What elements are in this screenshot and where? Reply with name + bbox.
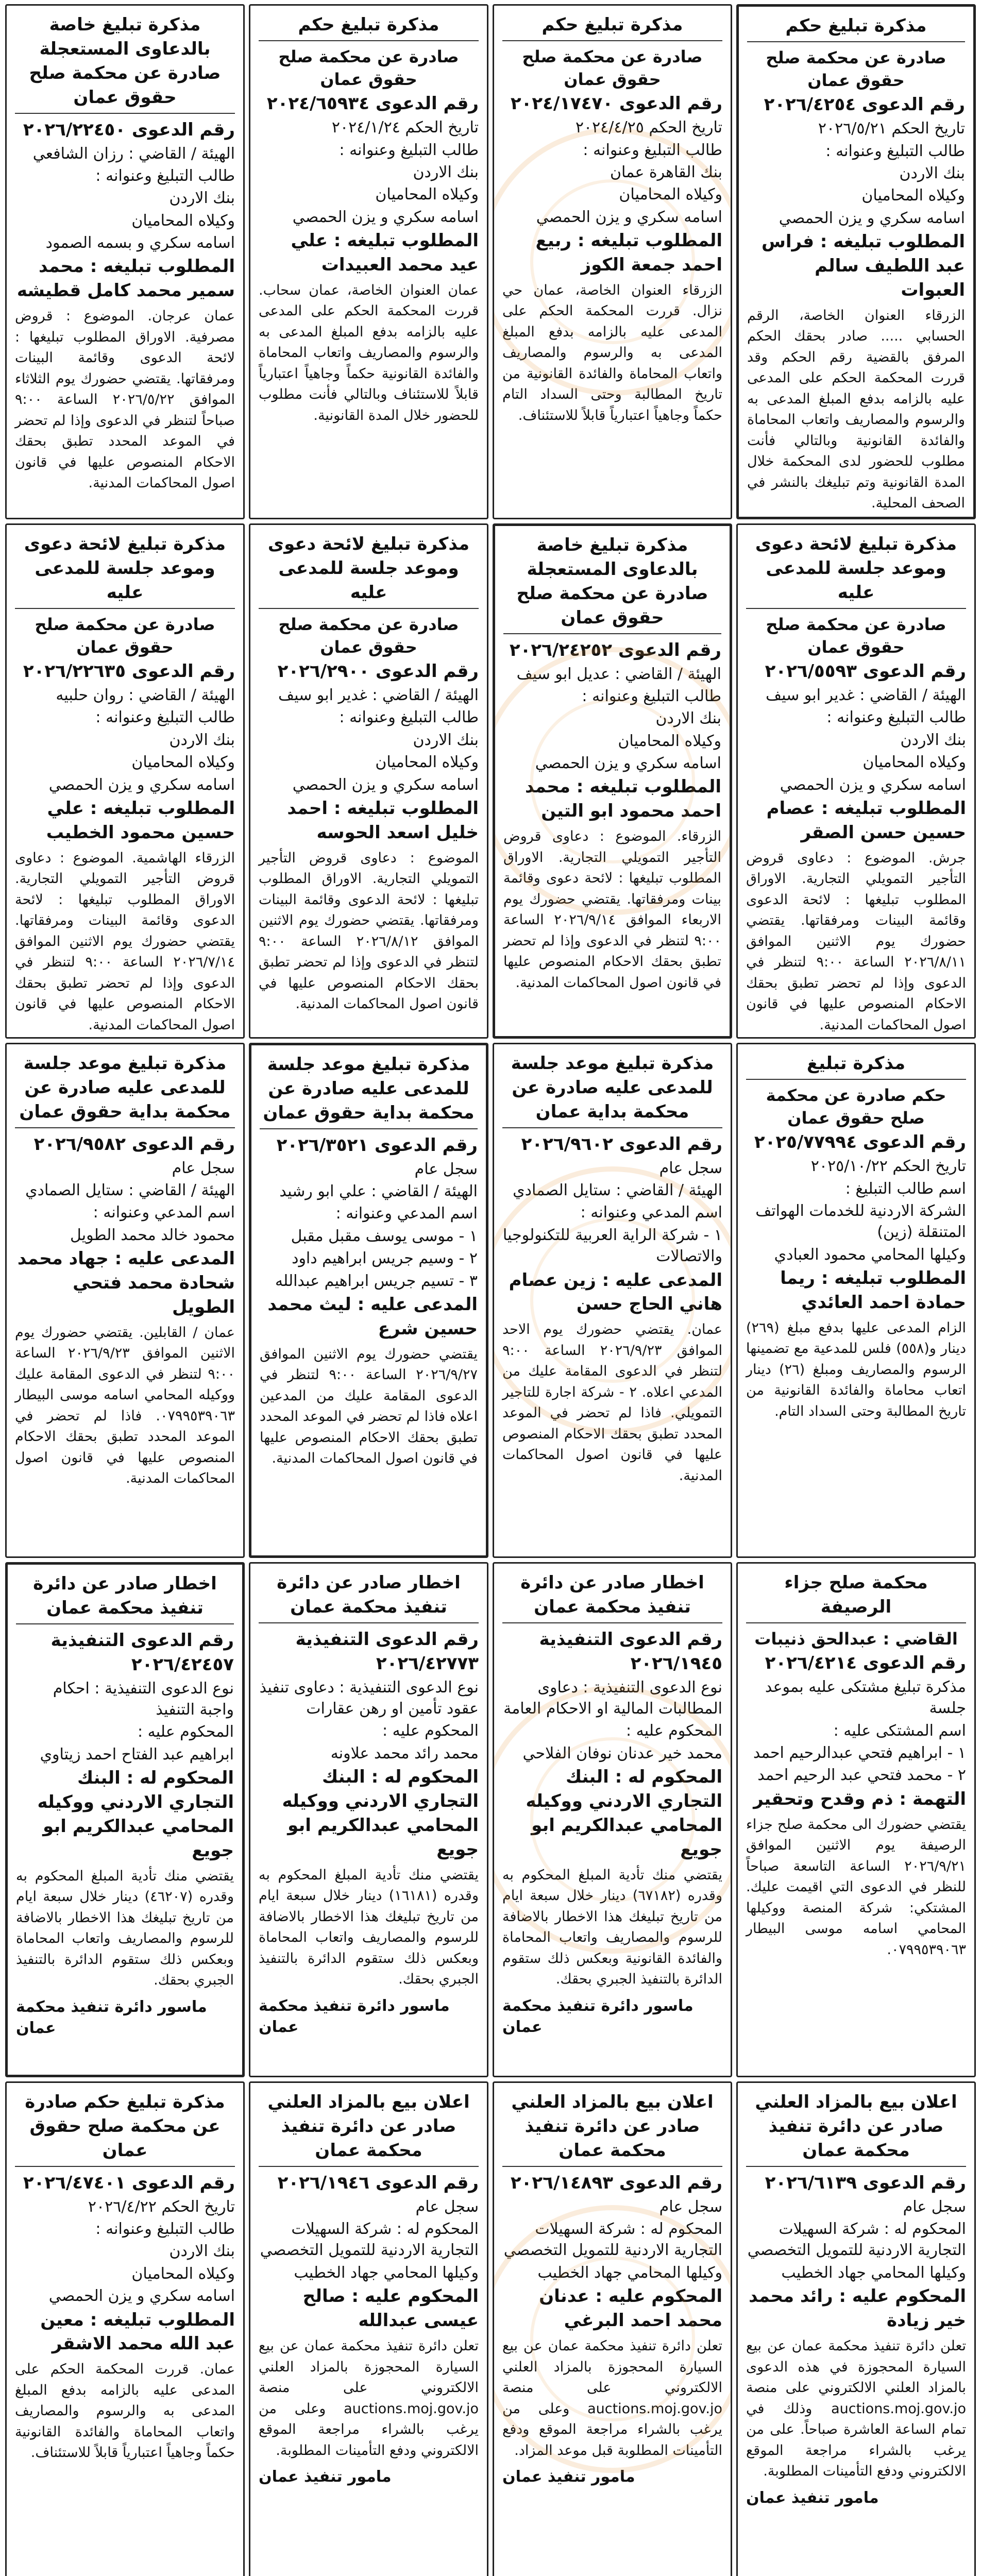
notice-line: سجل عام xyxy=(415,2197,479,2216)
notice-line: بنك الاردن xyxy=(900,731,966,749)
notice-body: الموضوع : دعاوى قروض التأجير التمويلي التجارية. الاوراق المطلوب تبليغها : لائحة الدعوى وقائمة البينات ومرفقاتها. يقتضي حضورك يوم الاثنين الموافق ٢٠٢٦/٨/١٢ الساعة ٩:٠٠ لتنظر في الدعوى وإذا لم تحضر تطبق بحقك الاحكام المنصوص عليها في قانون اصول المحاكمات المدنية. xyxy=(259,850,479,1012)
notice-line: ٣ - تسيم جريس ابراهيم عبدالله xyxy=(275,1272,478,1290)
notice-line: طالب التبليغ وعنوانه : xyxy=(582,687,721,705)
notice-line: وكيلاه المحاميان xyxy=(375,185,479,204)
notice-line: بنك الاردن xyxy=(655,709,721,728)
notice-line: بنك الاردن xyxy=(413,731,479,749)
notice-party: المحكوم له : البنك التجاري الاردني ووكيله المحامي عبدالكريم ابو جويع xyxy=(282,1767,479,1860)
legal-notice xyxy=(5,4,245,519)
notice-title: مذكرة تبليغ لائحة دعوى وموعد جلسة للمدعى عليه xyxy=(259,532,479,609)
notice-line: اسامه سكري و يزن الحمصي xyxy=(292,208,479,226)
notice-title: اخطار صادر عن دائرة تنفيذ محكمة عمان xyxy=(502,1571,722,1623)
notice-line: الهيئة / القاضي : رزان الشافعي xyxy=(32,144,235,163)
legal-notice xyxy=(736,4,976,519)
notice-title: مذكرة تبليغ حكم xyxy=(259,13,479,41)
notice-party: المدعى عليه : زين عصام هاني الحاج حسن xyxy=(509,1269,722,1315)
notice-footer: ماسور دائرة تنفيذ محكمة عمان xyxy=(502,1996,694,2037)
notice-line: الهيئة / القاضي : علي ابو رشيد xyxy=(279,1182,478,1201)
notice-title: مذكرة تبليغ حكم xyxy=(747,14,965,42)
legal-notice xyxy=(5,1043,245,1558)
notice-line: وكيلاه المحاميان xyxy=(862,753,966,772)
notice-line: المحكوم عليه : xyxy=(138,1723,234,1741)
notice-party: المطلوب تبليغه : ريما حمادة احمد العائدي xyxy=(780,1268,966,1313)
notice-line: المحكوم له : شركة السهيلات التجارية الاردنية للتمويل التخصصي xyxy=(503,2220,722,2260)
legal-notice xyxy=(249,1562,488,2077)
notice-title: مذكرة تبليغ خاصة بالدعاوى المستعجلة صادرة عن محكمة صلح حقوق عمان xyxy=(15,13,235,114)
notice-party: المحكوم له : البنك التجاري الاردني ووكيله المحامي عبدالكريم ابو جويع xyxy=(37,1768,234,1861)
notice-line: اسامه سكري و يزن الحمصي xyxy=(48,775,235,794)
notice-line: اسم المدعي وعنوانه : xyxy=(335,1205,478,1223)
legal-notice xyxy=(249,2081,488,2576)
notice-line: وكيلاه المحاميان xyxy=(861,187,965,205)
notice-line: طالب التبليغ وعنوانه : xyxy=(339,708,479,727)
notice-line: اسامه سكري و يزن الحمصي xyxy=(535,754,721,773)
notice-line: اسم طالب التبليغ : xyxy=(845,1179,966,1198)
notice-line: الهيئة / القاضي : عديل ابو سيف xyxy=(516,665,721,683)
notice-line: رقم الدعوى ٢٠٢٦/٤٢١٤ xyxy=(765,1652,966,1673)
notice-title: مذكرة تبليغ موعد جلسة للمدعى عليه صادرة عن محكمة بداية عمان xyxy=(502,1052,722,1128)
notice-line: اسم المدعي وعنوانه : xyxy=(93,1204,235,1222)
legal-notice xyxy=(5,523,245,1039)
notice-line: سجل عام xyxy=(659,2197,722,2216)
notice-party: المطلوب تبليغه : محمد سمير محمد كامل قطيشه xyxy=(16,256,235,301)
notice-body: عمان / القابلين. يقتضي حضورك يوم الاثنين الموافق ٢٠٢٦/٩/٢٣ الساعة ٩:٠٠ لتنظر في الدعوى المقامة عليك ووكيله المحامي اسامه موسى البيطار ٠٧٩٩٥٣٩٠٦٣. فاذا لم تحضر في الموعد المحدد تطبق بحقك الاحكام المنصوص عليها في قانون اصول المحاكمات المدنية. xyxy=(15,1324,235,1487)
notice-line: نوع الدعوى التنفيذية : احكام واجبة التنفيذ xyxy=(53,1679,234,1719)
notice-title: اعلان بيع بالمزاد العلني صادر عن دائرة تنفيذ محكمة عمان xyxy=(259,2090,479,2167)
notice-line: الهيئة / القاضي : روان حلبيه xyxy=(56,686,235,704)
notice-line: ٢ - محمد فتحي عبد الرحيم احمد xyxy=(757,1766,966,1785)
notice-footer: مامور تنفيذ عمان xyxy=(502,2468,635,2486)
notice-title: مذكرة تبليغ xyxy=(746,1052,966,1080)
notice-party: المطلوب تبليغه : علي عيد محمد العبيدات xyxy=(291,230,479,275)
notice-party: المحكوم عليه : رائد محمد خير زيادة xyxy=(749,2286,966,2331)
notice-line: اسامه سكري و بسمه الصمود xyxy=(45,234,235,252)
notice-line: اسم المشتكى عليه : xyxy=(833,1721,966,1740)
notice-body: الزرقاء العنوان الخاصة، الرقم الحسابي ..... صادر بحقك الحكم المرفق بالقضية رقم الحكم وقد قررت المحكمة الحكم على المدعى عليه بالزامه بدفع المبلغ المدعى به والرسوم والمصاريف واتعاب المحاماة والفائدة القانونية وبالتالي فأنت مطلوب للحضور لدى المحكمة خلال المدة القانونية وتم تبليغك بالنشر في الصحف المحلية. xyxy=(747,307,965,512)
notice-body: تعلن دائرة تنفيذ محكمة عمان عن بيع السيارة المحجوزة في هذه الدعوى بالمزاد العلني الالكتروني على منصة auctions.moj.gov.jo وذلك في تمام الساعة العاشرة صباحاً. على من يرغب بالشراء مراجعة الموقع الالكتروني ودفع التأمينات المطلوبة. xyxy=(746,2338,966,2479)
notice-body: عمان العنوان الخاصة، عمان سحاب. قررت المحكمة الحكم على المدعى عليه بالزامه بدفع المبلغ المدعى به والرسوم والمصاريف واتعاب المحاماة والفائدة القانونية حكماً وجاهياً اعتبارياً قابلاً للاستئناف وبالتالي فأنت مطلوب للحضور خلال المدة القانونية. xyxy=(259,282,479,423)
notice-line: رقم الدعوى ٢٠٢٦/٥٥٩٣ xyxy=(765,661,966,682)
notice-line: طالب التبليغ وعنوانه : xyxy=(583,141,722,159)
notice-line: المحكوم عليه : xyxy=(626,1722,722,1740)
notice-line: سجل عام xyxy=(903,2197,966,2216)
notice-line: الهيئة / القاضي : ستايل الصمادي xyxy=(25,1181,235,1200)
notice-line: محمد خير عدنان نوفان الفلاحي xyxy=(522,1744,722,1762)
notice-line: رقم الدعوى ٢٠٢٦/٤٢٥٤ xyxy=(764,94,965,115)
notice-title: اعلان بيع بالمزاد العلني صادر عن دائرة تنفيذ محكمة عمان xyxy=(502,2090,722,2167)
notice-body: جرش. الموضوع : دعاوى قروض التأجير التمويلي التجارية. الاوراق المطلوب تبليغها : لائحة الدعوى وقائمة البينات ومرفقاتها. يقتضي حضورك يوم الاثنين الموافق ٢٠٢٦/٨/١١ الساعة ٩:٠٠ لتنظر في الدعوى وإذا لم تحضر تطبق بحقك الاحكام المنصوص عليها في قانون اصول المحاكمات المدنية. xyxy=(746,850,966,1033)
notice-line: محمد رائد محمد علاونه xyxy=(330,1744,479,1762)
notice-line: تاريخ الحكم ٢٠٢٤/٤/٢٥ xyxy=(575,118,722,137)
notice-line: بنك الاردن xyxy=(413,163,479,181)
notice-party: التهمة : ذم وقدح وتحقير xyxy=(753,1788,966,1809)
notice-line: وكيلاه المحاميان xyxy=(131,2264,235,2283)
notice-line: الشركة الاردنية للخدمات الهواتف المتنقلة (زين) xyxy=(755,1201,966,1242)
notice-line: رقم الدعوى ٢٠٢٦/٢٩٠٠ xyxy=(277,661,479,682)
notice-footer: مامور تنفيذ عمان xyxy=(259,2468,392,2486)
notice-body: يقتضي منك تأدية المبلغ المحكوم به وقدره (١٦١٨١) دينار خلال سبعة ايام من تاريخ تبليغك هذا الاخطار بالاضافة للرسوم والمصاريف واتعاب المحاماة وبعكس ذلك ستقوم الدائرة بالتنفيذ الجبري بحقك. xyxy=(259,1867,479,1988)
notice-line: المحكوم عليه : xyxy=(382,1722,479,1740)
notice-subtitle: صادرة عن محكمة صلح حقوق عمان xyxy=(522,46,703,90)
notice-line: رقم الدعوى ٢٠٢٤/٦٥٩٣٤ xyxy=(266,93,479,114)
notice-line: الهيئة / القاضي : غدير ابو سيف xyxy=(766,686,966,704)
notice-title: اخطار صادر عن دائرة تنفيذ محكمة عمان xyxy=(16,1572,234,1624)
notice-line: رقم الدعوى ٢٠٢٦/١٩٤٦ xyxy=(277,2172,479,2193)
notice-line: رقم الدعوى ٢٠٢٦/٣٥٢١ xyxy=(276,1134,478,1156)
notice-title: محكمة صلح جزاء الرصيفة xyxy=(746,1571,966,1623)
legal-notice xyxy=(249,523,488,1039)
legal-notice xyxy=(5,1562,245,2077)
legal-notice xyxy=(493,2081,732,2576)
notice-title: مذكرة تبليغ موعد جلسة للمدعى عليه صادرة عن محكمة بداية حقوق عمان xyxy=(260,1053,478,1129)
notice-title: مذكرة تبليغ موعد جلسة للمدعى عليه صادرة عن محكمة بداية حقوق عمان xyxy=(15,1052,235,1128)
notice-title: مذكرة تبليغ لائحة دعوى وموعد جلسة للمدعى عليه xyxy=(15,532,235,609)
notice-body: يقتضي منك تأدية المبلغ المحكوم به وقدره (٤٦٢٠٧) دينار خلال سبعة ايام من تاريخ تبليغك هذا الاخطار بالاضافة للرسوم والمصاريف واتعاب المحاماة وبعكس ذلك ستقوم الدائرة بالتنفيذ الجبري بحقك. xyxy=(16,1868,234,1989)
notice-party: المطلوب تبليغه : محمد احمد محمود ابو التين xyxy=(525,776,721,822)
notice-line: تاريخ الحكم ٢٠٢٥/١٠/٢٢ xyxy=(810,1157,966,1176)
notice-party: المطلوب تبليغه : ربيع احمد جمعة الكوز xyxy=(535,230,722,275)
notice-body: يقتضي حضورك يوم الاثنين الموافق ٢٠٢٦/٩/٢٧ الساعة ٩:٠٠ لتنظر في الدعوى المقامة عليك من المدعين اعلاه فاذا لم تحضر في الموعد المحدد تطبق بحقك الاحكام المنصوص عليها في قانون اصول المحاكمات المدنية. xyxy=(260,1346,478,1467)
notice-line: بنك الاردن xyxy=(169,731,235,749)
notice-footer: مامور تنفيذ عمان xyxy=(746,2488,879,2507)
notice-title: مذكرة تبليغ حكم xyxy=(502,13,722,41)
notice-line: طالب التبليغ وعنوانه : xyxy=(95,708,235,727)
notice-line: المحكوم له : شركة السهيلات التجارية الاردنية للتمويل التخصصي xyxy=(747,2220,966,2260)
legal-notice xyxy=(736,523,976,1039)
notice-party: المطلوب تبليغه : عصام حسين حسن الصقر xyxy=(766,798,966,843)
legal-notice xyxy=(736,1562,976,2077)
notice-line: وكيلها المحامي محمود العبادي xyxy=(774,1245,966,1264)
notice-line: رقم الدعوى ٢٠٢٦/٩٥٨٢ xyxy=(33,1133,235,1155)
notice-line: طالب التبليغ وعنوانه : xyxy=(95,166,235,185)
notice-body: الزرقاء. الموضوع : دعاوى قروض التأجير التمويلي التجارية. الاوراق المطلوب تبليغها : لائحة دعوى وقائمة بينات ومرفقاتها. يقتضي حضورك يوم الاربعاء الموافق ٢٠٢٦/٩/١٤ الساعة ٩:٠٠ لتنظر في الدعوى وإذا لم تحضر تطبق بحقك الاحكام المنصوص عليها في قانون اصول المحاكمات المدنية. xyxy=(503,828,721,991)
notice-body: يقتضي حضورك الى محكمة صلح جزاء الرصيفة يوم الاثنين الموافق ٢٠٢٦/٩/٢١ الساعة التاسعة صباحاً للنظر في الدعوى التي اقيمت عليك. المشتكي: شركة المنصة ووكيلها المحامي اسامه موسى البيطار ٠٧٩٩٥٣٩٠٦٣. xyxy=(746,1816,966,1958)
legal-notice xyxy=(249,1043,488,1558)
notice-line: اسامه سكري و يزن الحمصي xyxy=(48,2287,235,2306)
notice-subtitle: صادرة عن محكمة صلح حقوق عمان xyxy=(278,46,459,90)
notice-line: طالب التبليغ وعنوانه : xyxy=(825,142,965,160)
notice-line: الهيئة / القاضي : غدير ابو سيف xyxy=(278,686,479,704)
notice-body: تعلن دائرة تنفيذ محكمة عمان عن بيع السيارة المحجوزة بالمزاد العلني الالكتروني على منصة auctions.moj.gov.jo وعلى من يرغب بالشراء مراجعة الموقع الالكتروني ودفع التأمينات المطلوبة. xyxy=(259,2338,479,2459)
notice-line: وكيلاه المحاميان xyxy=(375,753,479,772)
notice-party: المحكوم عليه : صالح عيسى عبدالله xyxy=(302,2286,479,2331)
notice-body: الزرقاء العنوان الخاصة، عمان حي نزال. قررت المحكمة الحكم على المدعى عليه بالزامه بدفع المبلغ المدعى به والرسوم والمصاريف واتعاب المحاماة والفائدة القانونية من تاريخ المطالبة وحتى السداد التام حكماً وجاهياً اعتبارياً قابلاً للاستئناف. xyxy=(502,282,722,423)
notice-line: وكيلها المحامي جهاد الخطيب xyxy=(781,2263,966,2282)
notice-title: مذكرة تبليغ لائحة دعوى وموعد جلسة للمدعى عليه xyxy=(746,532,966,609)
notice-line: رقم الدعوى التنفيذية ٢٠٢٦/٤٢٤٥٧ xyxy=(50,1630,234,1675)
notice-line: رقم الدعوى التنفيذية ٢٠٢٦/١٩٤٥ xyxy=(539,1629,722,1674)
notice-line: ١ - ابراهيم فتحي عبدالرحيم احمد xyxy=(753,1744,966,1762)
notice-title: مذكرة تبليغ خاصة بالدعاوى المستعجلة صادرة عن محكمة صلح حقوق عمان xyxy=(503,533,721,634)
notice-line: وكيلاه المحاميان xyxy=(619,185,722,204)
legal-notice xyxy=(249,4,488,519)
notice-body: عمان. يقتضي حضورك يوم الاحد الموافق ٢٠٢٦/٩/٢٣ الساعة ٩:٠٠ لتنظر في الدعوى المقامة عليك من المدعي اعلاه. ٢ - شركة اجارة للتاجير التمويلي. فاذا لم تحضر في الموعد المحدد تطبق بحقك الاحكام المنصوص عليها في قانون اصول المحاكمات المدنية. xyxy=(502,1321,723,1484)
notice-body: الزرقاء الهاشمية. الموضوع : دعاوى قروض التأجير التمويلي التجارية. الاوراق المطلوب تبليغها : لائحة الدعوى وقائمة البينات ومرفقاتها. يقتضي حضورك يوم الاثنين الموافق ٢٠٢٦/٧/١٤ الساعة ٩:٠٠ لتنظر في الدعوى وإذا لم تحضر تطبق بحقك الاحكام المنصوص عليها في قانون اصول المحاكمات المدنية. xyxy=(15,850,235,1033)
notice-line: طالب التبليغ وعنوانه : xyxy=(95,2220,235,2239)
notice-body: عمان. قررت المحكمة الحكم على المدعى عليه بالزامه بدفع المبلغ المدعى به والرسوم والمصاريف واتعاب المحاماة والفائدة القانونية حكماً وجاهياً اعتبارياً قابلاً للاستئناف. xyxy=(15,2361,235,2461)
notice-line: بنك الاردن xyxy=(169,189,235,208)
notice-line: ١ - موسى يوسف مقبل مقبل xyxy=(291,1227,478,1245)
notice-line: محمود خالد محمد الطويل xyxy=(70,1226,235,1244)
legal-notice xyxy=(493,1562,732,2077)
notice-line: بنك الاردن xyxy=(169,2242,235,2261)
notice-line: بنك الاردن xyxy=(899,164,965,182)
notice-subtitle: حكم صادرة عن محكمة صلح حقوق عمان xyxy=(766,1085,946,1128)
notice-line: تاريخ الحكم ٢٠٢٦/٤/٢٢ xyxy=(88,2197,235,2216)
legal-notice xyxy=(5,2081,245,2576)
notice-line: رقم الدعوى ٢٠٢٦/١٤٨٩٣ xyxy=(510,2172,722,2193)
notice-line: وكيلاه المحاميان xyxy=(131,211,235,230)
notice-subtitle: القاضي : عبدالحق ذنيبات xyxy=(754,1629,958,1649)
notice-line: اسم المدعي وعنوانه : xyxy=(580,1204,722,1222)
notice-line: نوع الدعوى التنفيذية : دعاوى تنفيذ عقود تأمين او رهن عقارات xyxy=(259,1678,479,1718)
notice-line: ٢ - وسيم جريس ابراهيم داود xyxy=(292,1249,478,1268)
notice-party: المدعى عليه : جهاد محمد شحادة محمد فتحي الطويل xyxy=(17,1248,235,1317)
notice-line: ابراهيم عبد الفتاح احمد زيتاوي xyxy=(40,1745,234,1764)
notice-line: اسامه سكري و يزن الحمصي xyxy=(536,208,722,226)
notice-line: اسامه سكري و يزن الحمصي xyxy=(292,775,479,794)
notices-grid xyxy=(5,4,976,2576)
notice-line: ١ - شركة الراية العربية للتكنولوجيا والاتصالات xyxy=(502,1226,722,1266)
notice-line: وكيلها المحامي جهاد الخطيب xyxy=(294,2263,479,2282)
legal-notice xyxy=(493,4,732,519)
notice-body: تعلن دائرة تنفيذ محكمة عمان عن بيع السيارة المحجوزة بالمزاد العلني الالكتروني على منصة auctions.moj.gov.jo وعلى من يرغب بالشراء مراجعة الموقع ودفع التأمينات المطلوبة قبل موعد المزاد. xyxy=(502,2338,722,2459)
notice-line: وكيلاه المحاميان xyxy=(131,753,235,772)
legal-notice xyxy=(736,1043,976,1558)
notice-line: رقم الدعوى ٢٠٢٦/٢٢٤٥٠ xyxy=(23,119,235,140)
notice-line: سجل عام xyxy=(414,1160,478,1178)
notice-party: المدعى عليه : ليث محمد حسين شرع xyxy=(267,1294,478,1339)
notice-line: رقم الدعوى ٢٠٢٤/١٧٤٧٠ xyxy=(510,93,722,114)
notice-line: رقم الدعوى ٢٠٢٦/٢٢٦٣٥ xyxy=(23,661,235,682)
notice-party: المطلوب تبليغه : فراس عبد اللطيف سالم العبوات xyxy=(761,231,965,300)
notice-title: مذكرة تبليغ حكم صادرة عن محكمة صلح حقوق عمان xyxy=(15,2090,235,2167)
notice-line: رقم الدعوى ٢٠٢٦/٩٦٠٢ xyxy=(521,1133,722,1155)
notice-title: اخطار صادر عن دائرة تنفيذ محكمة عمان xyxy=(259,1571,479,1623)
notice-subtitle: صادرة عن محكمة صلح حقوق عمان xyxy=(766,47,946,91)
legal-notice xyxy=(493,523,732,1039)
notice-line: تاريخ الحكم ٢٠٢٤/١/٢٤ xyxy=(331,118,479,137)
notice-footer: ماسور دائرة تنفيذ محكمة عمان xyxy=(16,1997,207,2038)
notice-line: المحكوم له : شركة السهيلات التجارية الاردنية للتمويل التخصصي xyxy=(260,2220,479,2260)
notice-line: رقم الدعوى ٢٠٢٦/٢٤٢٥٢ xyxy=(509,639,721,660)
notice-party: المطلوب تبليغه : معين عبد الله محمد الاشقر xyxy=(40,2309,235,2354)
notice-line: الهيئة / القاضي : ستايل الصمادي xyxy=(513,1181,722,1200)
notice-line: وكيلها المحامي جهاد الخطيب xyxy=(537,2263,722,2282)
notice-line: اسامه سكري و يزن الحمصي xyxy=(779,209,965,227)
notice-party: المطلوب تبليغه : علي حسين محمود الخطيب xyxy=(46,798,235,843)
notice-line: نوع الدعوى التنفيذية : دعاوى المطالبات المالية او الاحكام العامة xyxy=(503,1678,722,1718)
notice-line: بنك القاهرة عمان xyxy=(610,163,722,181)
notice-line: رقم الدعوى التنفيذية ٢٠٢٦/٤٢٧٧٣ xyxy=(295,1629,479,1674)
notice-subtitle: صادرة عن محكمة صلح حقوق عمان xyxy=(35,614,215,657)
notice-title: اعلان بيع بالمزاد العلني صادر عن دائرة تنفيذ محكمة عمان xyxy=(746,2090,966,2167)
notice-line: رقم الدعوى ٢٠٢٦/٤٧٤٠١ xyxy=(23,2172,235,2193)
notice-party: المطلوب تبليغه : احمد خليل اسعد الحوسه xyxy=(287,798,479,843)
legal-notice xyxy=(493,1043,732,1558)
notice-line: تاريخ الحكم ٢٠٢٦/٥/٢١ xyxy=(818,120,965,138)
legal-notice xyxy=(736,2081,976,2576)
notice-line: رقم الدعوى ٢٠٢٥/٧٧٩٩٤ xyxy=(754,1132,966,1153)
notice-party: المحكوم عليه : عدنان محمد احمد البرغي xyxy=(539,2286,722,2331)
notice-line: طالب التبليغ وعنوانه : xyxy=(826,708,966,727)
notice-party: المحكوم له : البنك التجاري الاردني ووكيله المحامي عبدالكريم ابو جويع xyxy=(526,1767,722,1860)
notice-line: طالب التبليغ وعنوانه : xyxy=(339,141,479,159)
notice-line: مذكرة تبليغ مشتكى عليه بموعد جلسة xyxy=(765,1677,966,1718)
notice-line: وكيلاه المحاميان xyxy=(618,732,721,750)
notice-body: عمان عرجان. الموضوع : قروض مصرفية. الاوراق المطلوب تبليغها : لائحة الدعوى وقائمة البينات ومرفقاتها. يقتضي حضورك يوم الثلاثاء الموافق ٢٠٢٦/٥/٢٢ الساعة ٩:٠٠ صباحاً لتنظر في الدعوى وإذا لم تحضر في الموعد المحدد تطبق بحقك الاحكام المنصوص عليها في قانون اصول المحاكمات المدنية. xyxy=(15,308,235,492)
notice-body: يقتضي منك تأدية المبلغ المحكوم به وقدره (٦٧١٨٢) دينار خلال سبعة ايام من تاريخ تبليغك هذا الاخطار بالاضافة للرسوم والمصاريف واتعاب المحاماة والفائدة القانونية وبعكس ذلك ستقوم الدائرة بالتنفيذ الجبري بحقك. xyxy=(502,1867,722,1988)
notice-line: اسامه سكري و يزن الحمصي xyxy=(780,775,966,794)
notice-line: سجل عام xyxy=(172,1159,235,1177)
notice-line: سجل عام xyxy=(659,1159,722,1177)
notice-footer: ماسور دائرة تنفيذ محكمة عمان xyxy=(259,1996,450,2037)
notice-line: رقم الدعوى ٢٠٢٦/٦١٣٩ xyxy=(765,2172,966,2193)
notice-subtitle: صادرة عن محكمة صلح حقوق عمان xyxy=(278,614,459,657)
notice-subtitle: صادرة عن محكمة صلح حقوق عمان xyxy=(766,614,946,657)
notice-body: الزام المدعى عليها بدفع مبلغ (٢٦٩) دينار و(٥٥٨) فلس للمدعية مع تضمينها الرسوم والمصاريف ومبلغ (٢٦) دينار اتعاب محاماة والفائدة القانونية من تاريخ المطالبة وحتى السداد التام. xyxy=(746,1319,967,1419)
